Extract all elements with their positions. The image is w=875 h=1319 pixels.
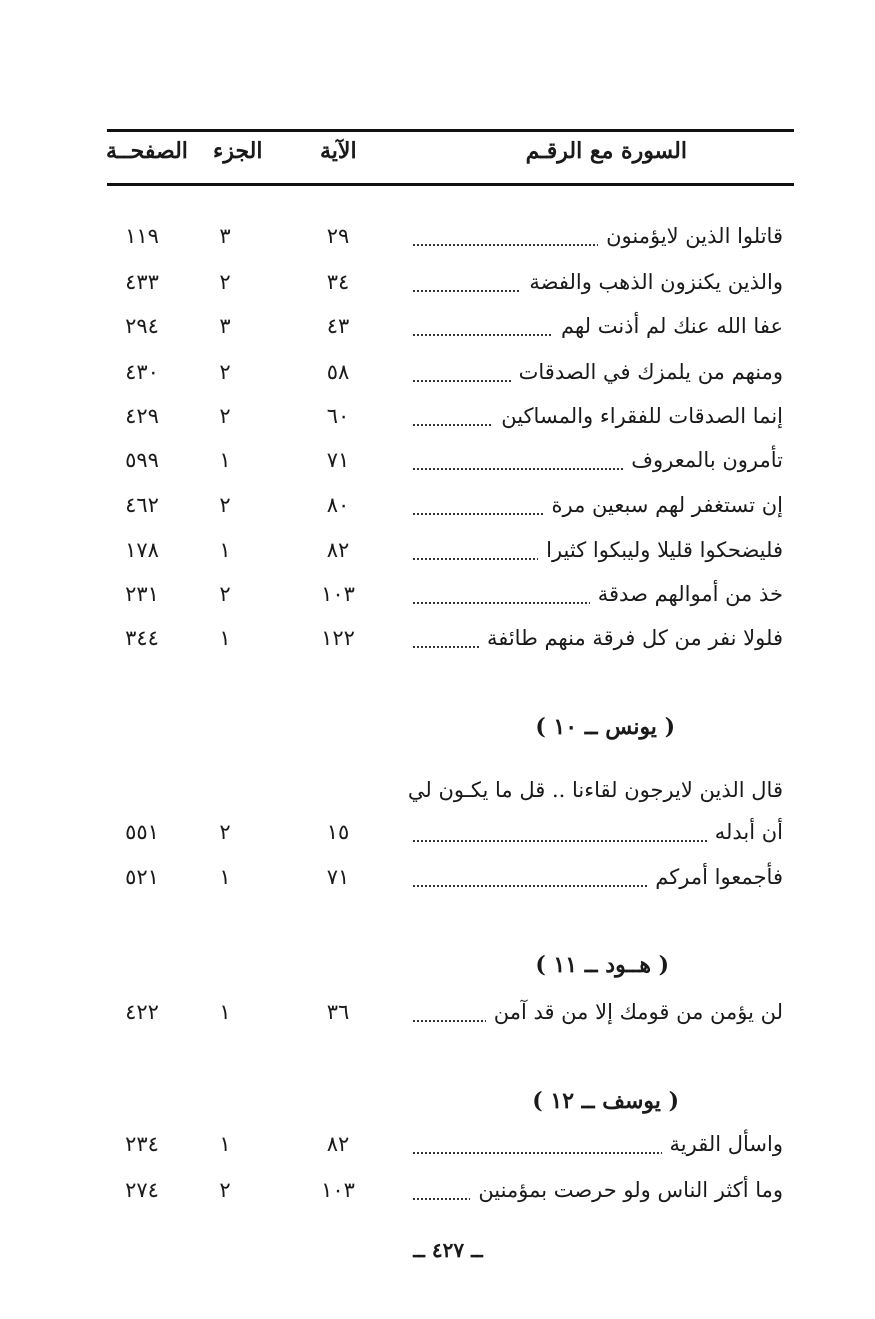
row-page: ٤٢٩ — [125, 404, 159, 428]
row-page: ٣٤٤ — [125, 626, 159, 650]
row-page: ٤٣٣ — [125, 270, 159, 294]
index-row — [0, 440, 875, 480]
row-text: إنما الصدقات للفقراء والمساكين — [413, 396, 783, 436]
row-page: ٥٢١ — [125, 865, 159, 889]
row-text: تأمرون بالمعروف — [413, 440, 783, 480]
section-title-yusuf: ( يوسف ــ ١٢ ) — [532, 1088, 679, 1114]
index-row — [0, 352, 875, 392]
row-text: وما أكثر الناس ولو حرصت بمؤمنين — [413, 1170, 783, 1210]
row-text: فأجمعوا أمركم — [413, 857, 783, 897]
row-ayah: ٧١ — [326, 448, 350, 472]
page-number: ــ ٤٢٧ ــ — [413, 1238, 483, 1262]
index-row — [0, 857, 875, 897]
header-part: الجزء — [213, 138, 263, 164]
row-ayah: ١٠٣ — [321, 1178, 355, 1202]
index-row — [0, 396, 875, 436]
section-title-hud: ( هــود ــ ١١ ) — [535, 952, 669, 978]
row-ayah: ٢٩ — [326, 224, 350, 248]
index-row — [0, 262, 875, 302]
index-row — [0, 485, 875, 525]
section-title-yunus: ( يونس ــ ١٠ ) — [535, 714, 675, 740]
header-top-rule — [107, 129, 794, 132]
row-ayah: ٨٠ — [326, 493, 350, 517]
header-ayah: الآية — [320, 138, 357, 164]
row-part: ٣ — [219, 314, 231, 338]
row-page: ٢٣٤ — [125, 1132, 159, 1156]
index-row — [0, 618, 875, 658]
row-page: ٢٧٤ — [125, 1178, 159, 1202]
row-page: ٥٩٩ — [125, 448, 159, 472]
row-text: فلولا نفر من كل فرقة منهم طائفة — [413, 618, 783, 658]
header-surah: السورة مع الرقـم — [525, 138, 687, 164]
row-page: ٢٩٤ — [125, 314, 159, 338]
row-page: ٢٣١ — [125, 582, 159, 606]
index-row — [0, 992, 875, 1032]
row-part: ١ — [219, 865, 231, 889]
index-row — [0, 216, 875, 256]
row-text: قال الذين لايرجون لقاءنا .. قل ما يكـون لي — [413, 770, 783, 810]
row-part: ٣ — [219, 224, 231, 248]
row-text: إن تستغفر لهم سبعين مرة — [413, 485, 783, 525]
row-page: ٥٥١ — [125, 820, 159, 844]
row-page: ٤٢٢ — [125, 1000, 159, 1024]
row-ayah: ١٥ — [326, 820, 350, 844]
row-page: ٤٦٢ — [125, 493, 159, 517]
row-part: ١ — [219, 1132, 231, 1156]
row-part: ٢ — [219, 360, 231, 384]
row-part: ١ — [219, 448, 231, 472]
row-text: واسأل القرية — [413, 1124, 783, 1164]
index-row — [0, 812, 875, 852]
row-part: ٢ — [219, 404, 231, 428]
row-text: والذين يكنزون الذهب والفضة — [413, 262, 783, 302]
row-ayah: ١٢٢ — [321, 626, 355, 650]
row-ayah: ٦٠ — [326, 404, 350, 428]
row-part: ٢ — [219, 270, 231, 294]
row-page: ١١٩ — [125, 224, 159, 248]
row-page: ١٧٨ — [125, 538, 159, 562]
row-text: ومنهم من يلمزك في الصدقات — [413, 352, 783, 392]
row-part: ١ — [219, 626, 231, 650]
row-page: ٤٣٠ — [125, 360, 159, 384]
row-ayah: ٧١ — [326, 865, 350, 889]
row-part: ١ — [219, 1000, 231, 1024]
index-row — [0, 574, 875, 614]
row-part: ١ — [219, 538, 231, 562]
index-row — [0, 1170, 875, 1210]
row-text: أن أبدله — [413, 812, 783, 852]
index-row — [0, 530, 875, 570]
row-part: ٢ — [219, 582, 231, 606]
index-row — [0, 1124, 875, 1164]
row-ayah: ٨٢ — [326, 538, 350, 562]
index-row — [0, 306, 875, 346]
row-part: ٢ — [219, 1178, 231, 1202]
row-text: قاتلوا الذين لايؤمنون — [413, 216, 783, 256]
row-ayah: ٣٦ — [326, 1000, 350, 1024]
row-ayah: ٤٣ — [326, 314, 350, 338]
row-text: خذ من أموالهم صدقة — [413, 574, 783, 614]
header-page: الصفحــة — [106, 138, 188, 164]
row-part: ٢ — [219, 820, 231, 844]
row-ayah: ٣٤ — [326, 270, 350, 294]
row-part: ٢ — [219, 493, 231, 517]
index-row-intro — [0, 770, 875, 810]
row-text: فليضحكوا قليلا وليبكوا كثيرا — [413, 530, 783, 570]
row-ayah: ٨٢ — [326, 1132, 350, 1156]
row-ayah: ٥٨ — [326, 360, 350, 384]
header-bottom-rule — [107, 183, 794, 186]
row-text: عفا الله عنك لم أذنت لهم — [413, 306, 783, 346]
row-text: لن يؤمن من قومك إلا من قد آمن — [413, 992, 783, 1032]
row-ayah: ١٠٣ — [321, 582, 355, 606]
